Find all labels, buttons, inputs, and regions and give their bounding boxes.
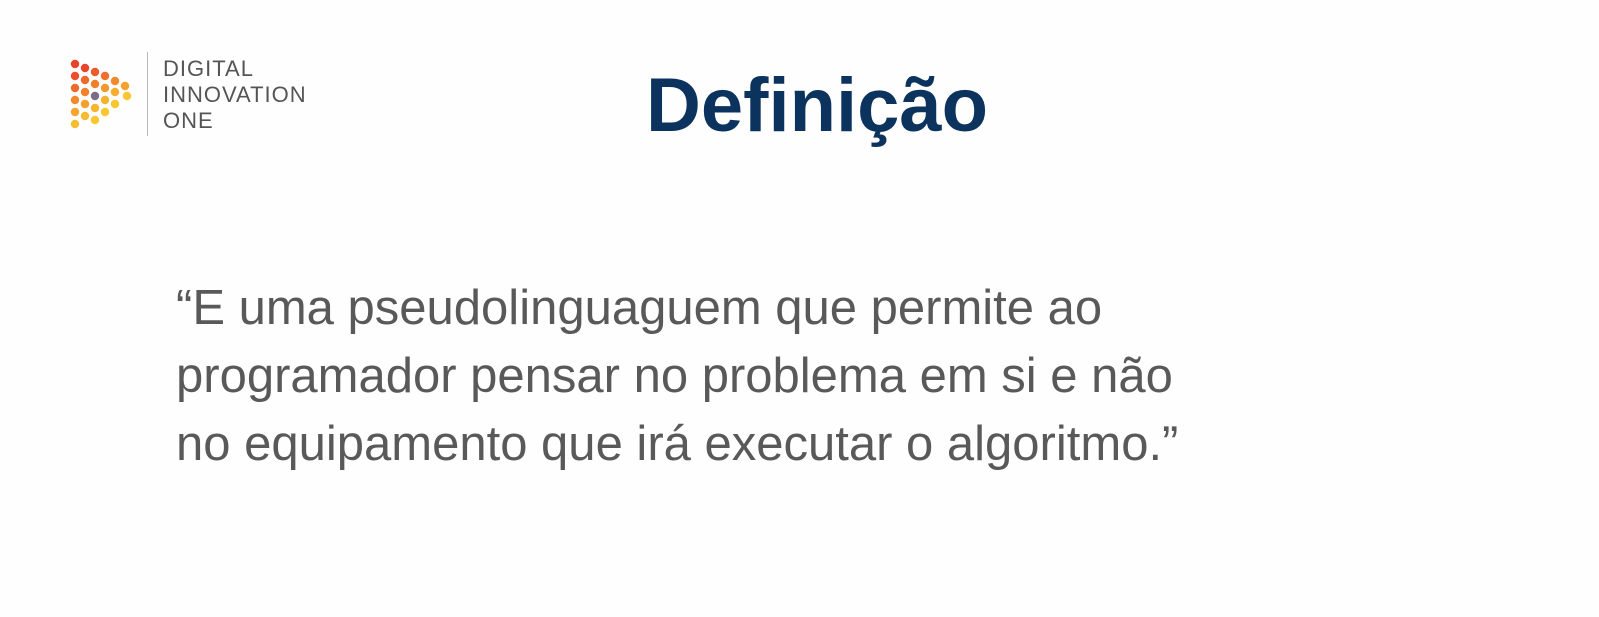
logo-divider [147, 52, 148, 136]
quote-line: no equipamento que irá executar o algoritmo.” [176, 417, 1179, 471]
logo-line-digital: DIGITAL [163, 56, 254, 81]
logo-wordmark [163, 56, 307, 134]
logo-dots-icon [68, 56, 138, 132]
logo-line-one: ONE [163, 108, 214, 133]
quote-line: “E uma pseudolinguaguem que permite ao [176, 281, 1103, 335]
digital-innovation-one-logo [68, 52, 338, 136]
slide-title: Definição [646, 63, 989, 148]
logo-line-innovation: INNOVATION [163, 82, 307, 107]
quote-line: programador pensar no problema em si e não [176, 349, 1173, 403]
definition-quote [176, 274, 1426, 478]
